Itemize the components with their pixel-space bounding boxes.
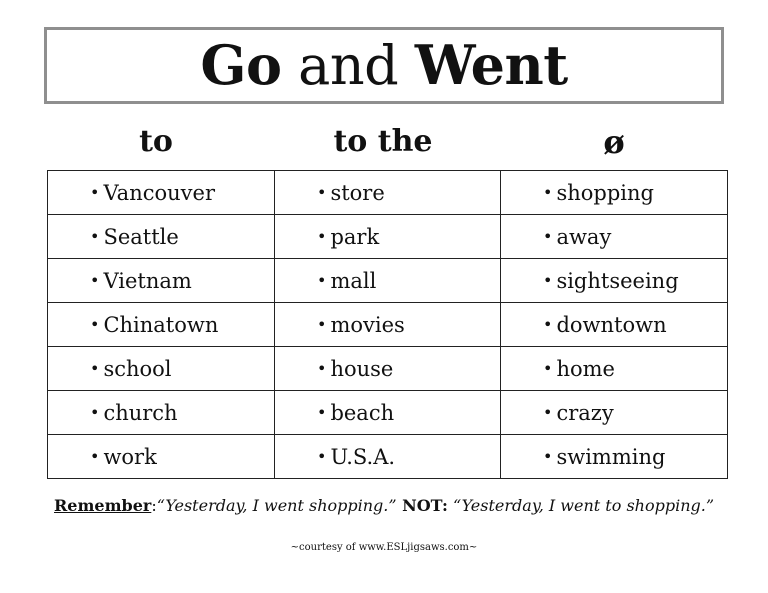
cell-text: store	[330, 180, 385, 205]
title-word-go: Go	[200, 33, 282, 97]
cell-text: Seattle	[103, 224, 179, 249]
bullet: •	[90, 446, 100, 466]
bullet: •	[317, 402, 327, 422]
cell-text: shopping	[556, 180, 654, 205]
bullet: •	[543, 182, 553, 202]
bullet: •	[317, 182, 327, 202]
table-cell-to	[48, 435, 275, 479]
table-row	[48, 171, 728, 215]
cell-text: U.S.A.	[330, 444, 396, 469]
table-cell-no-article	[501, 435, 728, 479]
bullet: •	[317, 270, 327, 290]
table-row	[48, 347, 728, 391]
cell-text: beach	[330, 400, 395, 425]
table-cell-to	[48, 259, 275, 303]
cell-text: Vancouver	[103, 180, 215, 205]
column-headers	[47, 122, 727, 166]
table-cell-to-the	[275, 347, 501, 391]
column-header-no-article: ø	[603, 123, 625, 161]
title-word-and: and	[281, 34, 415, 97]
cell-text: downtown	[556, 312, 667, 337]
cell-text: house	[330, 356, 394, 381]
bullet: •	[543, 314, 553, 334]
cell-text: away	[556, 224, 612, 249]
word-table	[47, 170, 728, 479]
cell-text: crazy	[556, 400, 614, 425]
table-cell-to-the	[275, 259, 501, 303]
wrong-example: “Yesterday, I went to shopping.”	[447, 496, 714, 515]
cell-text: church	[103, 400, 178, 425]
bullet: •	[317, 358, 327, 378]
column-header-to: to	[139, 124, 173, 159]
table-row	[48, 435, 728, 479]
bullet: •	[543, 402, 553, 422]
table-cell-to-the	[275, 215, 501, 259]
table-cell-to	[48, 391, 275, 435]
bullet: •	[317, 226, 327, 246]
column-header-to-the: to the	[333, 124, 433, 159]
table-cell-to	[48, 347, 275, 391]
title-box	[44, 27, 724, 104]
table-cell-no-article	[501, 259, 728, 303]
table-cell-no-article	[501, 303, 728, 347]
bullet: •	[317, 446, 327, 466]
cell-text: sightseeing	[556, 268, 679, 293]
table-cell-to-the	[275, 303, 501, 347]
table-cell-to-the	[275, 171, 501, 215]
bullet: •	[543, 358, 553, 378]
correct-example: “Yesterday, I went shopping.”	[156, 496, 397, 515]
bullet: •	[543, 446, 553, 466]
table-cell-to-the	[275, 435, 501, 479]
bullet: •	[90, 270, 100, 290]
table-row	[48, 215, 728, 259]
table-cell-to	[48, 171, 275, 215]
cell-text: Vietnam	[103, 268, 192, 293]
table-cell-to	[48, 303, 275, 347]
table-row	[48, 259, 728, 303]
remember-note	[0, 496, 768, 515]
cell-text: work	[103, 444, 157, 469]
table-row	[48, 303, 728, 347]
title-word-went: Went	[414, 33, 568, 97]
bullet: •	[543, 270, 553, 290]
cell-text: school	[103, 356, 172, 381]
remember-colon: :	[151, 496, 157, 515]
bullet: •	[90, 182, 100, 202]
bullet: •	[90, 402, 100, 422]
bullet: •	[90, 226, 100, 246]
bullet: •	[90, 358, 100, 378]
bullet: •	[90, 314, 100, 334]
cell-text: mall	[330, 268, 377, 293]
remember-label: Remember	[54, 496, 152, 515]
table-cell-no-article	[501, 171, 728, 215]
cell-text: swimming	[556, 444, 666, 469]
cell-text: Chinatown	[103, 312, 219, 337]
bullet: •	[543, 226, 553, 246]
table-row	[48, 391, 728, 435]
cell-text: movies	[330, 312, 405, 337]
bullet: •	[317, 314, 327, 334]
table-cell-no-article	[501, 215, 728, 259]
cell-text: home	[556, 356, 615, 381]
table-cell-to-the	[275, 391, 501, 435]
not-label: NOT:	[396, 496, 448, 515]
credit-line: ~courtesy of www.ESLjigsaws.com~	[290, 542, 478, 553]
table-cell-to	[48, 215, 275, 259]
page-title	[200, 33, 568, 97]
table-cell-no-article	[501, 391, 728, 435]
table-cell-no-article	[501, 347, 728, 391]
cell-text: park	[330, 224, 380, 249]
